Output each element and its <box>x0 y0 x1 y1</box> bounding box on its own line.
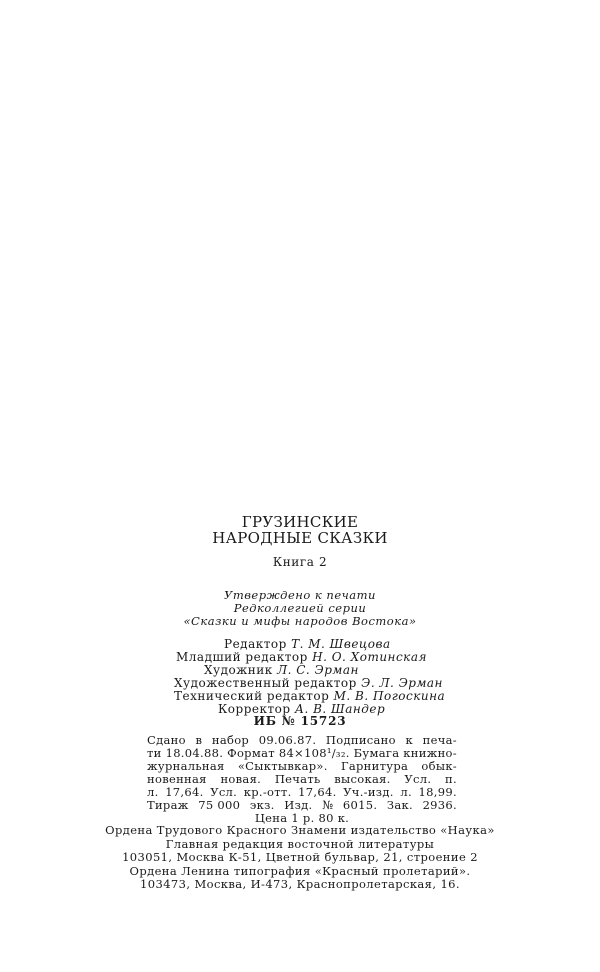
credit-role: Младший редактор <box>176 650 308 664</box>
price-line: Цена 1 р. 80 к. <box>254 811 350 825</box>
imprint-word: 17,64. <box>298 785 337 799</box>
imprint-word: обык- <box>421 759 457 773</box>
imprint-word: высокая. <box>334 772 391 786</box>
volume-label: Книга 2 <box>272 555 328 569</box>
credit-name: Э. Л. Эрман <box>361 676 443 690</box>
credit-junior-editor <box>176 650 427 664</box>
credit-role: Художественный редактор <box>174 676 357 690</box>
imprint-word: л. <box>147 785 159 799</box>
imprint-word: Гарнитура <box>340 759 409 773</box>
imprint-word: Тираж <box>147 798 189 812</box>
approval-line-1: Утверждено к печати <box>224 588 376 602</box>
credit-tech-editor <box>174 689 445 703</box>
imprint-word: 84×108¹/₃₂. <box>278 746 350 760</box>
imprint-word: Зак. <box>386 798 413 812</box>
imprint-word: Печать <box>274 772 321 786</box>
credit-name: Л. С. Эрман <box>277 663 359 677</box>
publisher-line-1: Ордена Трудового Красного Знамени издательство «Наука» <box>105 823 495 837</box>
imprint-word: Сдано <box>147 733 186 747</box>
imprint-word: к <box>405 733 413 747</box>
ib-number: ИБ № 15723 <box>253 714 347 728</box>
book-title-line-2: НАРОДНЫЕ СКАЗКИ <box>212 529 388 547</box>
imprint-word: Усл. <box>404 772 432 786</box>
imprint-line-6 <box>147 798 457 812</box>
imprint-word: ти <box>147 746 162 760</box>
imprint-word: 18.04.88. <box>165 746 224 760</box>
imprint-word: в <box>195 733 203 747</box>
imprint-word: № <box>322 798 334 812</box>
imprint-word: 2936. <box>422 798 457 812</box>
imprint-word: экз. <box>249 798 275 812</box>
imprint-word: 75 000 <box>198 798 241 812</box>
publisher-line-2: Главная редакция восточной литературы <box>165 837 435 851</box>
imprint-word: печа- <box>422 733 457 747</box>
imprint-word: Уч.-изд. <box>343 785 394 799</box>
credit-role: Технический редактор <box>174 689 330 703</box>
imprint-line-4 <box>147 772 457 786</box>
imprint-line-2 <box>147 746 457 760</box>
imprint-word: кр.-отт. <box>243 785 292 799</box>
printer-line-1: Ордена Ленина типография «Красный пролетарий». <box>129 864 471 878</box>
imprint-word: Формат <box>227 746 275 760</box>
imprint-word: новенная <box>147 772 207 786</box>
imprint-word: Бумага <box>353 746 400 760</box>
credit-artist <box>204 663 359 677</box>
book-title-line-1: ГРУЗИНСКИЕ <box>241 513 359 531</box>
imprint-word: новая. <box>220 772 262 786</box>
imprint-line-3 <box>147 759 457 773</box>
imprint-line-1 <box>147 733 457 747</box>
credit-name: Т. М. Швецова <box>291 637 391 651</box>
imprint-word: 09.06.87. <box>258 733 317 747</box>
credit-name: М. В. Погоскина <box>333 689 446 703</box>
imprint-line-5 <box>147 785 457 799</box>
credit-role: Редактор <box>224 637 287 651</box>
imprint-word: набор <box>211 733 250 747</box>
imprint-word: 18,99. <box>418 785 457 799</box>
imprint-word: п. <box>445 772 457 786</box>
credit-role: Корректор <box>218 702 291 716</box>
imprint-word: книжно- <box>403 746 457 760</box>
imprint-word: 6015. <box>342 798 378 812</box>
imprint-word: Усл. <box>210 785 238 799</box>
imprint-word: «Сыктывкар». <box>237 759 328 773</box>
publisher-line-3: 103051, Москва К-51, Цветной бульвар, 21, строение 2 <box>122 850 478 864</box>
credit-name: А. В. Шандер <box>294 702 386 716</box>
imprint-word: Подписано <box>325 733 396 747</box>
credit-name: Н. О. Хотинская <box>312 650 427 664</box>
credit-art-editor <box>174 676 443 690</box>
printer-line-2: 103473, Москва, И-473, Краснопролетарская, 16. <box>140 877 460 891</box>
imprint-word: л. <box>400 785 412 799</box>
approval-line-3: «Сказки и мифы народов Востока» <box>183 614 417 628</box>
approval-line-2: Редколлегией серии <box>233 601 367 615</box>
credit-role: Художник <box>204 663 273 677</box>
imprint-word: 17,64. <box>165 785 204 799</box>
imprint-word: Изд. <box>284 798 313 812</box>
credit-editor <box>224 637 391 651</box>
imprint-word: журнальная <box>147 759 225 773</box>
